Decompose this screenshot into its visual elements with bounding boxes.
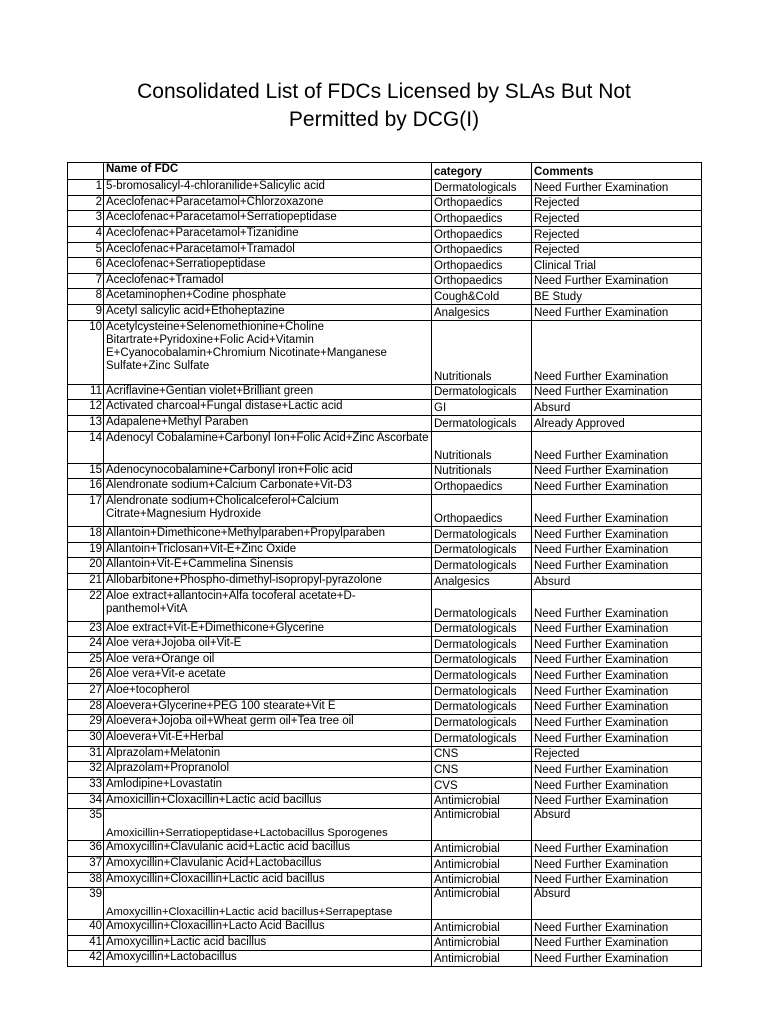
table-row (68, 526, 702, 542)
table-row (68, 935, 702, 951)
row-number: 8 (68, 289, 104, 305)
fdc-category: Dermatologicals (432, 180, 532, 196)
table-row (68, 431, 702, 463)
fdc-category: Orthopaedics (432, 273, 532, 289)
row-number: 34 (68, 793, 104, 809)
row-number: 31 (68, 746, 104, 762)
table-row (68, 494, 702, 526)
fdc-comment: Rejected (532, 226, 702, 242)
row-number: 25 (68, 652, 104, 668)
fdc-comment: Need Further Examination (532, 935, 702, 951)
table-row (68, 320, 702, 384)
table-row (68, 180, 702, 196)
table-row (68, 920, 702, 936)
fdc-category: Antimicrobial (432, 920, 532, 936)
fdc-comment: Rejected (532, 211, 702, 227)
header-number (68, 163, 104, 180)
table-row (68, 400, 702, 416)
header-comments: Comments (532, 163, 702, 180)
table-row (68, 777, 702, 793)
title-line-1: Consolidated List of FDCs Licensed by SLAs But Not (137, 80, 631, 103)
fdc-category: Dermatologicals (432, 699, 532, 715)
document-title (60, 78, 708, 134)
fdc-table (67, 162, 702, 967)
fdc-name: Acetaminophen+Codine phosphate (104, 289, 432, 305)
table-row (68, 211, 702, 227)
row-number: 12 (68, 400, 104, 416)
fdc-name: Alprazolam+Propranolol (104, 762, 432, 778)
header-name-of-fdc: Name of FDC (104, 163, 432, 180)
table-row (68, 746, 702, 762)
fdc-category: Antimicrobial (432, 793, 532, 809)
fdc-comment: Need Further Examination (532, 494, 702, 526)
row-number: 23 (68, 621, 104, 637)
fdc-category: Dermatologicals (432, 416, 532, 432)
fdc-comment: Need Further Examination (532, 715, 702, 731)
table-row (68, 715, 702, 731)
fdc-comment: Need Further Examination (532, 951, 702, 967)
row-number: 7 (68, 273, 104, 289)
fdc-name: Alendronate sodium+Calcium Carbonate+Vit-D3 (104, 479, 432, 495)
fdc-name: Aloe+tocopherol (104, 684, 432, 700)
fdc-comment: Need Further Examination (532, 180, 702, 196)
table-row (68, 809, 702, 841)
fdc-comment: Need Further Examination (532, 872, 702, 888)
fdc-comment: Need Further Examination (532, 684, 702, 700)
fdc-name: Aceclofenac+Paracetamol+Tramadol (104, 242, 432, 258)
fdc-comment: Need Further Examination (532, 920, 702, 936)
fdc-category: Dermatologicals (432, 684, 532, 700)
table-row (68, 856, 702, 872)
table-row (68, 273, 702, 289)
fdc-name: Allantoin+Dimethicone+Methylparaben+Propylparaben (104, 526, 432, 542)
title-line-2: Permitted by DCG(I) (288, 108, 480, 131)
fdc-comment: Need Further Examination (532, 652, 702, 668)
fdc-name: Aloevera+Vit-E+Herbal (104, 731, 432, 747)
fdc-name: Alendronate sodium+Cholicalceferol+Calcium Citrate+Magnesium Hydroxide (104, 494, 432, 526)
row-number: 42 (68, 951, 104, 967)
fdc-category: Dermatologicals (432, 589, 532, 621)
fdc-comment: Need Further Examination (532, 841, 702, 857)
fdc-name: Amoxycillin+Cloxacillin+Lactic acid bacillus (104, 872, 432, 888)
table-row (68, 762, 702, 778)
table-row (68, 416, 702, 432)
fdc-comment: Need Further Examination (532, 793, 702, 809)
fdc-comment: Need Further Examination (532, 637, 702, 653)
fdc-comment: Need Further Examination (532, 542, 702, 558)
row-number: 21 (68, 573, 104, 589)
table-row (68, 305, 702, 321)
table-row (68, 573, 702, 589)
fdc-name: Aloe vera+Vit-e acetate (104, 668, 432, 684)
fdc-comment: Need Further Examination (532, 273, 702, 289)
row-number: 1 (68, 180, 104, 196)
fdc-name: 5-bromosalicyl-4-chloranilide+Salicylic acid (104, 180, 432, 196)
table-row (68, 226, 702, 242)
fdc-category: GI (432, 400, 532, 416)
row-number: 29 (68, 715, 104, 731)
table-row (68, 589, 702, 621)
row-number: 41 (68, 935, 104, 951)
fdc-name: Adapalene+Methyl Paraben (104, 416, 432, 432)
fdc-category: Nutritionals (432, 463, 532, 479)
row-number: 26 (68, 668, 104, 684)
row-number: 17 (68, 494, 104, 526)
row-number: 2 (68, 195, 104, 211)
fdc-category: Dermatologicals (432, 621, 532, 637)
table-row (68, 951, 702, 967)
fdc-name: Aloevera+Glycerine+PEG 100 stearate+Vit E (104, 699, 432, 715)
fdc-name: Aloe extract+allantocin+Alfa tocoferal acetate+D-panthemol+VitA (104, 589, 432, 621)
fdc-comment: Need Further Examination (532, 320, 702, 384)
fdc-name: Aceclofenac+Serratiopeptidase (104, 258, 432, 274)
row-number: 14 (68, 431, 104, 463)
fdc-comment: Need Further Examination (532, 479, 702, 495)
fdc-name: Amlodipine+Lovastatin (104, 777, 432, 793)
fdc-comment: Clinical Trial (532, 258, 702, 274)
row-number: 27 (68, 684, 104, 700)
table-row (68, 258, 702, 274)
fdc-comment: Absurd (532, 888, 702, 920)
fdc-category: Orthopaedics (432, 226, 532, 242)
fdc-category: Dermatologicals (432, 715, 532, 731)
row-number: 33 (68, 777, 104, 793)
table-row (68, 195, 702, 211)
fdc-name: Alprazolam+Melatonin (104, 746, 432, 762)
fdc-comment: Need Further Examination (532, 731, 702, 747)
fdc-category: Antimicrobial (432, 841, 532, 857)
fdc-category: Analgesics (432, 305, 532, 321)
fdc-name: Aloe vera+Orange oil (104, 652, 432, 668)
row-number: 37 (68, 856, 104, 872)
table-row (68, 558, 702, 574)
fdc-comment: Need Further Examination (532, 777, 702, 793)
table-row (68, 637, 702, 653)
fdc-comment: Rejected (532, 746, 702, 762)
fdc-name: Aloe extract+Vit-E+Dimethicone+Glycerine (104, 621, 432, 637)
fdc-category: Orthopaedics (432, 479, 532, 495)
table-row (68, 621, 702, 637)
fdc-category: Antimicrobial (432, 809, 532, 841)
fdc-category: Dermatologicals (432, 542, 532, 558)
fdc-name: Amoxycillin+Lactic acid bacillus (104, 935, 432, 951)
table-row (68, 384, 702, 400)
fdc-category: Nutritionals (432, 320, 532, 384)
row-number: 10 (68, 320, 104, 384)
fdc-name: Aloevera+Jojoba oil+Wheat germ oil+Tea tree oil (104, 715, 432, 731)
fdc-category: Nutritionals (432, 431, 532, 463)
fdc-name: Aloe vera+Jojoba oil+Vit-E (104, 637, 432, 653)
table-row (68, 652, 702, 668)
fdc-category: Antimicrobial (432, 856, 532, 872)
row-number: 6 (68, 258, 104, 274)
row-number: 16 (68, 479, 104, 495)
fdc-comment: Need Further Examination (532, 668, 702, 684)
row-number: 11 (68, 384, 104, 400)
row-number: 39 (68, 888, 104, 920)
fdc-comment: Need Further Examination (532, 526, 702, 542)
fdc-name: Activated charcoal+Fungal distase+Lactic acid (104, 400, 432, 416)
fdc-comment: Absurd (532, 573, 702, 589)
table-row (68, 872, 702, 888)
fdc-comment: Rejected (532, 195, 702, 211)
fdc-comment: Need Further Examination (532, 558, 702, 574)
fdc-comment: BE Study (532, 289, 702, 305)
fdc-category: Antimicrobial (432, 872, 532, 888)
table-row (68, 888, 702, 920)
row-number: 5 (68, 242, 104, 258)
row-number: 36 (68, 841, 104, 857)
fdc-category: Dermatologicals (432, 668, 532, 684)
row-number: 3 (68, 211, 104, 227)
fdc-category: Dermatologicals (432, 558, 532, 574)
fdc-category: Orthopaedics (432, 258, 532, 274)
fdc-name: Acriflavine+Gentian violet+Brilliant green (104, 384, 432, 400)
fdc-name: Adenocynocobalamine+Carbonyl iron+Folic acid (104, 463, 432, 479)
fdc-comment: Already Approved (532, 416, 702, 432)
fdc-comment: Need Further Examination (532, 699, 702, 715)
fdc-category: Antimicrobial (432, 935, 532, 951)
fdc-comment: Need Further Examination (532, 305, 702, 321)
fdc-category: Antimicrobial (432, 951, 532, 967)
table-row (68, 793, 702, 809)
row-number: 24 (68, 637, 104, 653)
fdc-name: Acetylcysteine+Selenomethionine+Choline Bitartrate+Pyridoxine+Folic Acid+Vitamin E+Cyanocobalamin+Chromium Nicotinate+Manganese Sulfate+Zinc Sulfate (104, 320, 432, 384)
fdc-category: CNS (432, 746, 532, 762)
fdc-comment: Need Further Examination (532, 431, 702, 463)
fdc-category: Dermatologicals (432, 652, 532, 668)
fdc-name: Allantoin+Vit-E+Cammelina Sinensis (104, 558, 432, 574)
fdc-category: Orthopaedics (432, 211, 532, 227)
fdc-comment: Need Further Examination (532, 856, 702, 872)
fdc-name: Acetyl salicylic acid+Ethoheptazine (104, 305, 432, 321)
row-number: 13 (68, 416, 104, 432)
fdc-category: CNS (432, 762, 532, 778)
fdc-category: Analgesics (432, 573, 532, 589)
fdc-comment: Need Further Examination (532, 621, 702, 637)
header-category: category (432, 163, 532, 180)
fdc-comment: Rejected (532, 242, 702, 258)
fdc-name: Adenocyl Cobalamine+Carbonyl Ion+Folic Acid+Zinc Ascorbate (104, 431, 432, 463)
fdc-name: Aceclofenac+Paracetamol+Tizanidine (104, 226, 432, 242)
fdc-comment: Need Further Examination (532, 384, 702, 400)
table-row (68, 479, 702, 495)
row-number: 38 (68, 872, 104, 888)
fdc-name: Amoxycillin+Cloxacillin+Lacto Acid Bacillus (104, 920, 432, 936)
fdc-comment: Need Further Examination (532, 463, 702, 479)
row-number: 32 (68, 762, 104, 778)
fdc-name: Amoxycillin+Cloxacillin+Lactic acid bacillus+Serrapeptase (104, 888, 432, 920)
row-number: 9 (68, 305, 104, 321)
fdc-category: Cough&Cold (432, 289, 532, 305)
row-number: 4 (68, 226, 104, 242)
table-row (68, 699, 702, 715)
fdc-name: Aceclofenac+Paracetamol+Chlorzoxazone (104, 195, 432, 211)
fdc-category: Dermatologicals (432, 384, 532, 400)
table-row (68, 668, 702, 684)
table-row (68, 542, 702, 558)
row-number: 30 (68, 731, 104, 747)
fdc-name: Aceclofenac+Tramadol (104, 273, 432, 289)
fdc-category: Antimicrobial (432, 888, 532, 920)
row-number: 15 (68, 463, 104, 479)
fdc-name: Allantoin+Triclosan+Vit-E+Zinc Oxide (104, 542, 432, 558)
fdc-category: Orthopaedics (432, 494, 532, 526)
row-number: 19 (68, 542, 104, 558)
table-row (68, 731, 702, 747)
fdc-category: Dermatologicals (432, 637, 532, 653)
table-row (68, 242, 702, 258)
fdc-comment: Need Further Examination (532, 762, 702, 778)
fdc-name: Allobarbitone+Phospho-dimethyl-isopropyl-pyrazolone (104, 573, 432, 589)
fdc-category: Dermatologicals (432, 731, 532, 747)
fdc-name: Amoxycillin+Clavulanic Acid+Lactobacillus (104, 856, 432, 872)
fdc-comment: Absurd (532, 809, 702, 841)
row-number: 20 (68, 558, 104, 574)
fdc-category: CVS (432, 777, 532, 793)
fdc-category: Orthopaedics (432, 195, 532, 211)
table-row (68, 841, 702, 857)
row-number: 28 (68, 699, 104, 715)
row-number: 35 (68, 809, 104, 841)
fdc-name: Amoxycillin+Lactobacillus (104, 951, 432, 967)
fdc-name: Aceclofenac+Paracetamol+Serratiopeptidase (104, 211, 432, 227)
row-number: 18 (68, 526, 104, 542)
fdc-name: Amoxycillin+Clavulanic acid+Lactic acid bacillus (104, 841, 432, 857)
fdc-comment: Absurd (532, 400, 702, 416)
table-row (68, 463, 702, 479)
table-header-row (68, 163, 702, 180)
table-row (68, 684, 702, 700)
row-number: 22 (68, 589, 104, 621)
row-number: 40 (68, 920, 104, 936)
fdc-category: Orthopaedics (432, 242, 532, 258)
fdc-comment: Need Further Examination (532, 589, 702, 621)
fdc-category: Dermatologicals (432, 526, 532, 542)
table-row (68, 289, 702, 305)
fdc-name: Amoxicillin+Serratiopeptidase+Lactobacillus Sporogenes (104, 809, 432, 841)
fdc-name: Amoxicillin+Cloxacillin+Lactic acid bacillus (104, 793, 432, 809)
